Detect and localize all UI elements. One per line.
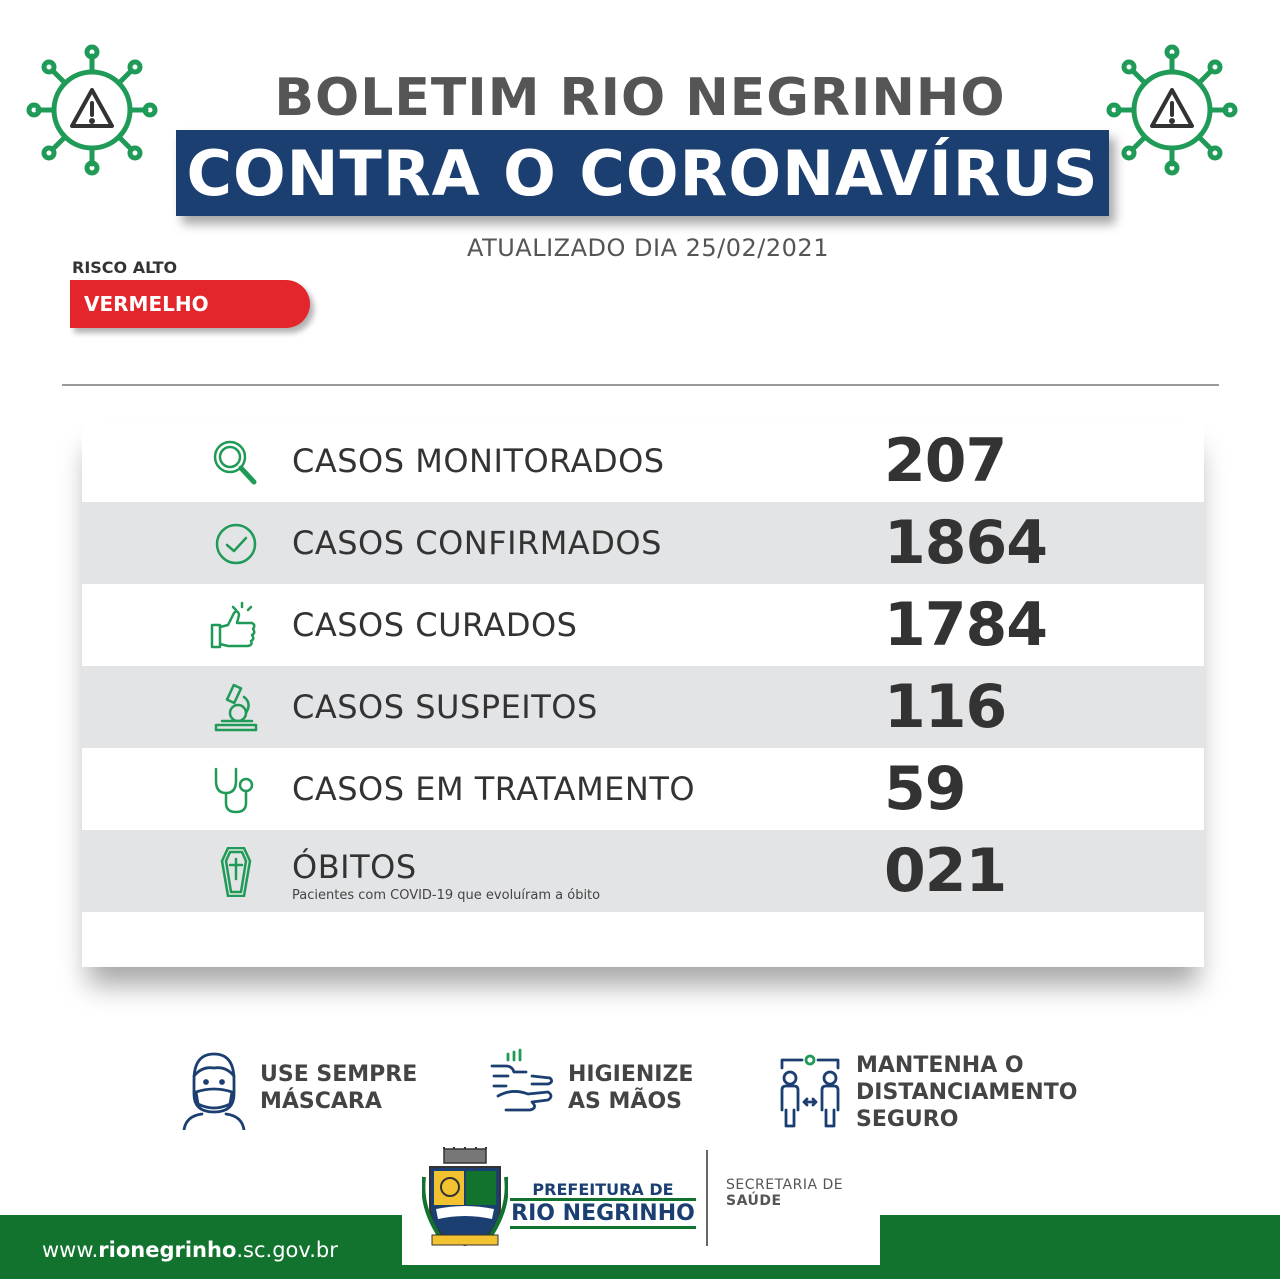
tip-text-line: MÁSCARA bbox=[260, 1089, 382, 1114]
stethoscope-icon bbox=[208, 765, 264, 815]
stat-value: 207 bbox=[884, 426, 1007, 496]
stat-sublabel: Pacientes com COVID-19 que evoluíram a óbito bbox=[292, 888, 601, 903]
stat-label: CASOS MONITORADOS bbox=[292, 442, 665, 480]
stat-label: CASOS CONFIRMADOS bbox=[292, 524, 662, 562]
bulletin-title: BOLETIM RIO NEGRINHO bbox=[274, 68, 1006, 128]
tip-text-line: AS MÃOS bbox=[568, 1089, 682, 1114]
tip-text-line: HIGIENIZE bbox=[568, 1062, 694, 1087]
stats-card bbox=[82, 420, 1204, 967]
logo-divider bbox=[706, 1150, 708, 1246]
tip-distance bbox=[774, 1050, 1077, 1134]
stat-value: 59 bbox=[884, 754, 966, 824]
stat-value: 1784 bbox=[884, 590, 1047, 660]
secretaria-label: SECRETARIA DE bbox=[726, 1177, 844, 1193]
updated-date: ATUALIZADO DIA 25/02/2021 bbox=[467, 234, 829, 262]
city-crest-icon bbox=[422, 1147, 508, 1251]
hand-wash-icon bbox=[486, 1046, 558, 1130]
prefeitura-label: PREFEITURA DE bbox=[532, 1180, 674, 1199]
title-banner bbox=[176, 130, 1109, 216]
tip-mask bbox=[178, 1046, 417, 1130]
secretaria-name: SAÚDE bbox=[726, 1193, 782, 1209]
tip-text-line: USE SEMPRE bbox=[260, 1062, 418, 1087]
social-distance-icon bbox=[774, 1050, 846, 1134]
stat-value: 1864 bbox=[884, 508, 1047, 578]
tip-text-line: DISTANCIAMENTO bbox=[856, 1079, 1078, 1105]
stat-value: 021 bbox=[884, 836, 1007, 906]
stat-label: CASOS CURADOS bbox=[292, 606, 578, 644]
url-domain: rionegrinho bbox=[98, 1238, 237, 1262]
tip-handwash bbox=[486, 1046, 693, 1130]
stat-row-obitos bbox=[82, 830, 1204, 912]
divider bbox=[62, 384, 1219, 386]
magnifier-icon bbox=[208, 437, 264, 487]
tip-text-line: SEGURO bbox=[856, 1106, 959, 1132]
risk-label: RISCO ALTO bbox=[72, 258, 178, 277]
city-name: RIO NEGRINHO bbox=[510, 1198, 696, 1229]
stat-row-suspeitos bbox=[82, 666, 1204, 748]
stat-label: CASOS EM TRATAMENTO bbox=[292, 770, 696, 808]
face-mask-icon bbox=[178, 1046, 250, 1130]
stat-row-tratamento bbox=[82, 748, 1204, 830]
tip-text-line: MANTENHA O bbox=[856, 1052, 1024, 1078]
stat-row-monitorados bbox=[82, 420, 1204, 502]
check-circle-icon bbox=[208, 519, 264, 569]
website-link[interactable] bbox=[42, 1238, 338, 1262]
stat-label: ÓBITOS bbox=[292, 848, 417, 886]
risk-level-badge: VERMELHO bbox=[70, 280, 310, 328]
microscope-icon bbox=[208, 683, 264, 733]
thumbs-up-icon bbox=[208, 601, 264, 651]
url-suffix: .sc.gov.br bbox=[236, 1238, 338, 1262]
banner-title: CONTRA O CORONAVÍRUS bbox=[186, 136, 1099, 210]
stat-row-curados bbox=[82, 584, 1204, 666]
coffin-icon bbox=[208, 847, 264, 897]
stat-value: 116 bbox=[884, 672, 1007, 742]
stat-label: CASOS SUSPEITOS bbox=[292, 688, 598, 726]
url-prefix: www. bbox=[42, 1238, 99, 1262]
stat-row-confirmados bbox=[82, 502, 1204, 584]
